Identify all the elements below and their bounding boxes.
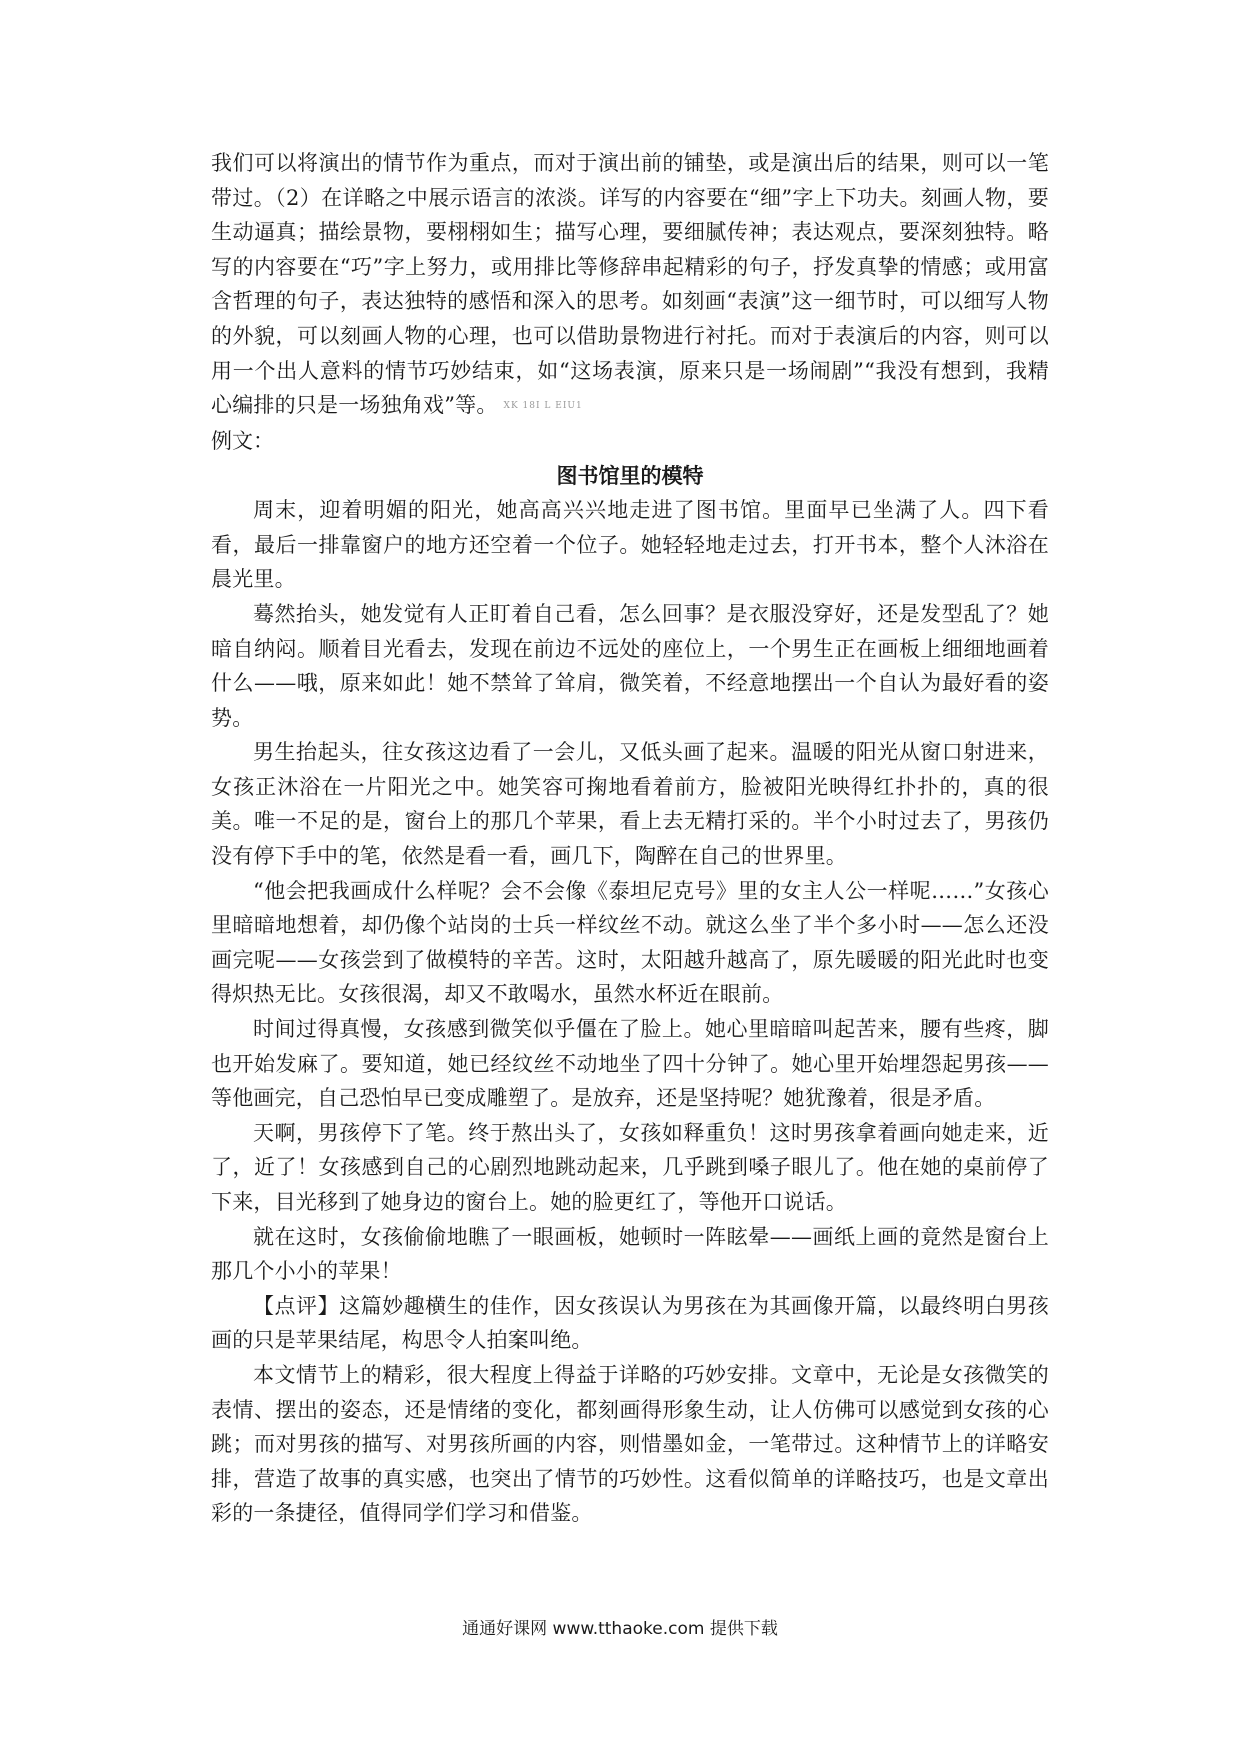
essay-paragraph-5: 时间过得真慢，女孩感到微笑似乎僵在了脸上。她心里暗暗叫起苦来，腰有些疼，脚也开始发麻了。要知道，她已经纹丝不动地坐了四十分钟了。她心里开始埋怨起男孩——等他画完，自己恐怕早已变成雕塑了。是放弃，还是坚持呢？她犹豫着，很是矛盾。	[211, 1017, 1049, 1111]
commentary-paragraph: 【点评】这篇妙趣横生的佳作，因女孩误认为男孩在为其画像开篇，以最终明白男孩画的只是苹果结尾，构思令人拍案叫绝。	[211, 1293, 1049, 1353]
essay-paragraph-4: “他会把我画成什么样呢？会不会像《泰坦尼克号》里的女主人公一样呢……”女孩心里暗暗地想着，却仍像个站岗的士兵一样纹丝不动。就这么坐了半个多小时——怎么还没画完呢——女孩尝到了做模特的辛苦。这时，太阳越升越高了，原先暖暖的阳光此时也变得炽热无比。女孩很渴，却又不敢喝水，虽然水杯近在眼前。	[211, 878, 1049, 1007]
analysis-paragraph: 本文情节上的精彩，很大程度上得益于详略的巧妙安排。文章中，无论是女孩微笑的表情、摆出的姿态，还是情绪的变化，都刻画得形象生动，让人仿佛可以感觉到女孩的心跳；而对男孩的描写、对男孩所画的内容，则惜墨如金，一笔带过。这种情节上的详略安排，营造了故事的真实感，也突出了情节的巧妙性。这看似简单的详略技巧，也是文章出彩的一条捷径，值得同学们学习和借鉴。	[211, 1362, 1049, 1526]
essay-paragraph-2: 蓦然抬头，她发觉有人正盯着自己看，怎么回事？是衣服没穿好，还是发型乱了？她暗自纳闷。顺着目光看去，发现在前边不远处的座位上，一个男生正在画板上细细地画着什么——哦，原来如此！她不禁耸了耸肩，微笑着，不经意地摆出一个自认为最好看的姿势。	[211, 601, 1049, 730]
intro-text: 我们可以将演出的情节作为重点，而对于演出前的铺垫，或是演出后的结果，则可以一笔带过。（2）在详略之中展示语言的浓淡。详写的内容要在“细”字上下功夫。刻画人物，要生动逼真；描绘景物，要栩栩如生；描写心理，要细腻传神；表达观点，要深刻独特。略写的内容要在“巧”字上努力，或用排比等修辞串起精彩的句子，抒发真挚的情感；或用富含哲理的句子，表达独特的感悟和深入的思考。如刻画“表演”这一细节时，可以细写人物的外貌，可以刻画人物的心理，也可以借助景物进行衬托。而对于表演后的内容，则可以用一个出人意料的情节巧妙结束，如“这场表演，原来只是一场闹剧”“我没有想到，我精心编排的只是一场独角戏”等。	[211, 151, 1049, 418]
faint-watermark: XK 18I L EIU1	[503, 401, 583, 412]
essay-paragraph-7: 就在这时，女孩偷偷地瞧了一眼画板，她顿时一阵眩晕——画纸上画的竟然是窗台上那几个小小的苹果！	[211, 1224, 1049, 1284]
example-label: 例文：	[211, 428, 274, 453]
essay-paragraph-1: 周末，迎着明媚的阳光，她高高兴兴地走进了图书馆。里面早已坐满了人。四下看看，最后一排靠窗户的地方还空着一个位子。她轻轻地走过去，打开书本，整个人沐浴在晨光里。	[211, 498, 1049, 592]
essay-title: 图书馆里的模特	[556, 463, 704, 488]
intro-paragraph	[211, 146, 1049, 424]
page-footer: 通通好课网 www.tthaoke.com 提供下载	[462, 1619, 778, 1639]
essay-paragraph-3: 男生抬起头，往女孩这边看了一会儿，又低头画了起来。温暖的阳光从窗口射进来，女孩正沐浴在一片阳光之中。她笑容可掬地看着前方，脸被阳光映得红扑扑的，真的很美。唯一不足的是，窗台上的那几个苹果，看上去无精打采的。半个小时过去了，男孩仍没有停下手中的笔，依然是看一看，画几下，陶醉在自己的世界里。	[211, 740, 1049, 869]
document-body	[211, 146, 1049, 1531]
essay-paragraph-6: 天啊，男孩停下了笔。终于熬出头了，女孩如释重负！这时男孩拿着画向她走来，近了，近了！女孩感到自己的心剧烈地跳动起来，几乎跳到嗓子眼儿了。他在她的桌前停了下来，目光移到了她身边的窗台上。她的脸更红了，等他开口说话。	[211, 1120, 1049, 1215]
